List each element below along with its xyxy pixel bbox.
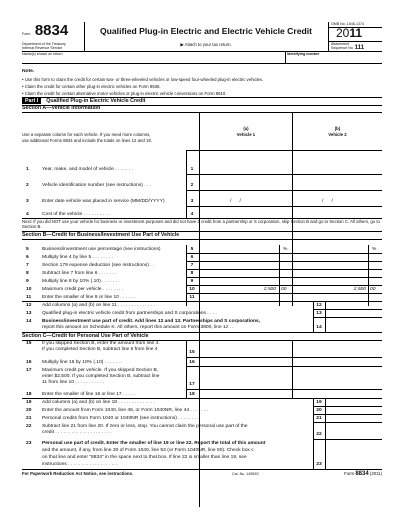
line-16-number: 16 (26, 360, 32, 365)
total-box-divider-2 (313, 398, 314, 469)
line-5-number: 5 (26, 247, 29, 252)
line-14-box: 14 (316, 325, 322, 330)
line-15-rule (186, 357, 382, 358)
line-7-text: Section 179 expense deduction (see instructions) . . (42, 263, 155, 268)
note-bullet-2: • Claim the credit for certain other plug-in electric vehicles on Form 8936. (22, 84, 161, 89)
line-17-text-3: 11 from line 10 . . . . . . . . . . . (42, 380, 104, 385)
line-2-vehicle-1-field[interactable] (200, 176, 291, 189)
line-12-number: 12 (26, 303, 32, 308)
irs-line: Internal Revenue Service (22, 46, 63, 50)
column-b-letter: (b) (334, 126, 341, 131)
column-header-rule (186, 150, 382, 151)
line-9-number: 9 (26, 279, 29, 284)
section-c-title: Section C—Credit for Personal Use Part of Vehicle (22, 333, 382, 341)
footer-form-id (330, 471, 382, 477)
line-23-box: 23 (316, 462, 322, 467)
line-2-rule (186, 190, 382, 191)
line-3-vehicle-1-date[interactable]: / / (230, 199, 241, 204)
line-19-text: Add columns (a) and (b) on line 18 . . . . . . . . . . . . . . (42, 400, 156, 405)
header-bottom-rule (22, 51, 382, 52)
line-15-box: 15 (189, 350, 195, 355)
cents-divider-b (368, 245, 369, 306)
identifying-number-label: Identifying number (287, 52, 320, 56)
line-18-box: 18 (189, 392, 195, 397)
line-5-vehicle-2-percent[interactable]: % (372, 247, 377, 252)
line-13-box: 13 (316, 311, 322, 316)
line-2-number: 2 (26, 183, 29, 188)
next-instruction (22, 219, 382, 229)
line-21-text: Personal credits from Form 1040 or 1040NR (see instructions) . . . . . . . . (42, 416, 199, 421)
section-b-title: Section B—Credit for Business/Investment Use Part of Vehicle (22, 232, 382, 240)
line-10-number: 10 (26, 287, 32, 292)
line-1-vehicle-1-field[interactable] (200, 152, 291, 173)
omb-number: OMB No. 1545-1374 (331, 22, 364, 26)
line-19-rule (313, 406, 382, 407)
line-14-amount-field[interactable] (326, 318, 381, 331)
footer-form-year: (2011) (369, 471, 382, 476)
line-17-text-2: enter $2,500. If you completed Section B, subtract line (42, 374, 160, 379)
section-a-intro-2: use additional Forms 8834 and include the totals on lines 12 and 19. (22, 138, 152, 143)
paperwork-notice: For Paperwork Reduction Act Notice, see instructions. (22, 471, 134, 476)
line-20-number: 20 (26, 408, 32, 413)
note-label: Note. (22, 69, 35, 74)
line-6-text: Multiply line 4 by line 5 . . . . . . . . (42, 255, 113, 260)
line-19-number: 19 (26, 400, 32, 405)
box-col-divider-a (186, 150, 187, 219)
line-23-amount-field[interactable] (326, 440, 381, 468)
identifying-number-field[interactable] (287, 56, 381, 62)
line-4-text: Cost of the vehicle . . . . . . . . . . (42, 212, 110, 217)
line-11-number: 11 (26, 295, 32, 300)
line-21-box: 21 (316, 416, 322, 421)
line-21-number: 21 (26, 416, 32, 421)
line-16-rule (186, 366, 382, 367)
attach-instruction: ▶ Attach to your tax return. (180, 42, 232, 47)
line-5-text: Business/investment use percentage (see instructions) (42, 247, 161, 252)
attachment-label: Attachment (331, 42, 350, 46)
line-2-text: Vehicle identification number (see instructions) . . . (42, 183, 152, 188)
line-6-rule (186, 261, 382, 262)
sequence-label (331, 46, 364, 50)
line-7-number: 7 (26, 263, 29, 268)
part-1-title: Qualified Plug-in Electric Vehicle Credit (46, 98, 146, 104)
line-14-text-1: Business/investment use part of credit. Add lines 12 and 13. Partnerships and S corporations, (42, 319, 261, 324)
note-bullet-3: • Claim the credit for certain alternative motor vehicles or plug-in electric vehicle conversions on Form 8910. (22, 91, 227, 96)
line-23-text-1: Personal use part of credit. Enter the smaller of line 19 or line 22. Report the total of this amount (42, 441, 266, 446)
line-12-amount-field[interactable] (326, 302, 381, 309)
line-1-box: 1 (190, 167, 194, 172)
line-14-number: 14 (26, 319, 32, 324)
names-label: Name(s) shown on return (22, 52, 63, 56)
line-9-text: Multiply line 8 by 10% (.10) . . . . . . . (42, 279, 120, 284)
box-col-divider-c (186, 341, 187, 399)
line-1-rule (186, 174, 382, 175)
line-13-number: 13 (26, 311, 32, 316)
tax-year-prefix: 20 (336, 26, 350, 40)
line-5-vehicle-1-percent[interactable]: % (283, 247, 288, 252)
form-title: Qualified Plug-in Electric and Electric Vehicle Credit (99, 26, 313, 36)
column-a-label: Vehicle 1 (236, 132, 256, 137)
line-12-text: Add columns (a) and (b) on line 11 . . . . . . . . . . . . . . (42, 303, 155, 308)
line-9-box: 9 (190, 279, 194, 284)
tax-year-suffix: 11 (349, 26, 363, 40)
line-3-number: 3 (26, 199, 29, 204)
line-10-rule (186, 293, 382, 294)
form-number-block (22, 22, 78, 40)
line-10-vehicle-1-amount: 2,500 (263, 287, 276, 292)
column-a-letter: (a) (243, 126, 249, 131)
line-20-box: 20 (316, 408, 322, 413)
sequence-label-text: Sequence No. (331, 46, 354, 50)
section-a-intro-1: Use a separate column for each vehicle. If you need more columns, (22, 132, 151, 137)
line-18-number: 18 (26, 392, 32, 397)
line-10-vehicle-2-cents: 00 (370, 287, 376, 292)
line-16-box: 16 (189, 360, 195, 365)
line-1-number: 1 (26, 167, 29, 172)
line-22-box: 22 (316, 432, 322, 437)
line-23-number: 23 (26, 441, 32, 446)
line-1-text: Year, make, and model of vehicle . . . . . . . (42, 167, 133, 172)
tax-year (336, 27, 382, 40)
line-23-text-2: and the amount, if any, from line 30 of Form 1040, line 53 (or Form 1040NR, line 50). Check box c (42, 448, 254, 453)
line-6-box: 6 (190, 255, 194, 260)
line-3-vehicle-2-date[interactable]: / / (322, 199, 333, 204)
line-23-text-4: instructions . . . . . . . . . . . . . . . . . . . (42, 462, 119, 467)
line-9-rule (186, 285, 382, 286)
line-19-box: 19 (316, 400, 322, 405)
line-4-box: 4 (190, 212, 194, 217)
line-22-number: 22 (26, 424, 32, 429)
line-8-rule (186, 277, 382, 278)
line-18-rule (22, 398, 382, 399)
header-divider-left (84, 22, 85, 51)
id-divider (285, 51, 286, 63)
line-15-text-1: If you skipped Section B, enter the amount from line 4. (42, 341, 160, 346)
line-14-text-2: report this amount on Schedule K. All others, report this amount on Form 3800, line 1z . . (42, 325, 234, 330)
line-13-text: Qualified plug-in electric vehicle credit from partnerships and S corporations . . . . (42, 311, 217, 316)
line-5-rule (186, 253, 382, 254)
next-text: Next: If you did NOT use your vehicle for business or investment purposes and did not have a credit from a partnership or S corporation, skip Section B and go to Section C. All others, go to Section B. (22, 219, 380, 229)
cents-divider-a (279, 245, 280, 306)
line-17-box: 17 (189, 382, 195, 387)
line-3-rule (186, 206, 382, 207)
line-8-box: 8 (190, 271, 194, 276)
line-17-number: 17 (26, 368, 32, 373)
line-1-vehicle-2-field[interactable] (293, 152, 381, 173)
form-number: 8834 (34, 22, 69, 39)
line-12-box: 12 (316, 303, 322, 308)
line-5-box: 5 (190, 247, 194, 252)
line-4-vehicle-1-field[interactable] (200, 208, 291, 217)
column-b-label: Vehicle 2 (328, 132, 347, 137)
line-8-number: 8 (26, 271, 29, 276)
line-4-number: 4 (26, 212, 29, 217)
line-10-vehicle-2-amount: 2,500 (353, 287, 366, 292)
col-divider-c-b (292, 341, 293, 399)
note-bullet-1: • Use this form to claim the credit for certain two- or three-wheeled vehicles or low-speed four-wheeled plug-in electric vehicles. (22, 77, 264, 82)
line-3-text: Enter date vehicle was placed in service (MM/DD/YYYY) (42, 199, 165, 204)
line-4-vehicle-2-field[interactable] (293, 208, 381, 217)
line-17-text-1: Maximum credit per vehicle. If you skipped Section B, (42, 368, 159, 373)
line-20-rule (313, 414, 382, 415)
line-22-text-1: Subtract line 21 from line 20. If zero or less, stop. You cannot claim the personal use part of the (42, 424, 248, 429)
line-11-text: Enter the smaller of line 9 or line 10 . . . . . . (42, 295, 136, 300)
line-15-number: 15 (26, 341, 32, 346)
line-10-box: 10 (189, 287, 195, 292)
line-2-box: 2 (190, 183, 194, 188)
line-21-rule (313, 422, 382, 423)
part-1-badge: Part I (22, 98, 41, 104)
department-line: Department of the Treasury (22, 42, 66, 46)
names-bottom-rule (22, 63, 382, 64)
line-17-rule (186, 389, 382, 390)
catalog-number: Cat. No. 14953G (232, 472, 259, 476)
sequence-number: 111 (354, 45, 365, 51)
form-prefix: Form (22, 32, 31, 36)
line-15-text-2: If you completed Section B, subtract line 6 from line 4 (42, 347, 158, 352)
line-16-text: Multiply line 15 by 10% (.10) . . . . . . . (42, 360, 123, 365)
footer-form-prefix: Form (344, 471, 355, 476)
line-22-text-2: credit . . . . . . . . . . . . . . . . . . . . . (42, 430, 112, 435)
line-7-box: 7 (190, 263, 194, 268)
section-a-title: Section A—Vehicle Information (22, 105, 382, 113)
line-10-vehicle-1-cents: 00 (281, 287, 287, 292)
line-3-box: 3 (190, 199, 194, 204)
line-23-text-3: on that line and enter "8834" in the space next to that box. If line 22 is smaller than line 19, see (42, 455, 247, 460)
line-2-vehicle-2-field[interactable] (293, 176, 381, 189)
line-20-text: Enter the amount from Form 1040, line 46, or Form 1040NR, line 44 . . . . . . . (42, 408, 209, 413)
line-11-box: 11 (189, 295, 195, 300)
line-10-text: Maximum credit per vehicle . . . . . . . . (42, 287, 124, 292)
names-field[interactable] (22, 56, 284, 62)
footer-rule (22, 469, 382, 470)
line-13-amount-field[interactable] (326, 310, 381, 317)
footer-form-number: 8834 (355, 471, 369, 477)
line-7-rule (186, 269, 382, 270)
line-8-text: Subtract line 7 from line 6 . . . . . . . (42, 271, 117, 276)
line-6-number: 6 (26, 255, 29, 260)
line-18-text: Enter the smaller of line 16 or line 17 . . . . . (42, 392, 136, 397)
box-col-divider-b (186, 245, 187, 306)
